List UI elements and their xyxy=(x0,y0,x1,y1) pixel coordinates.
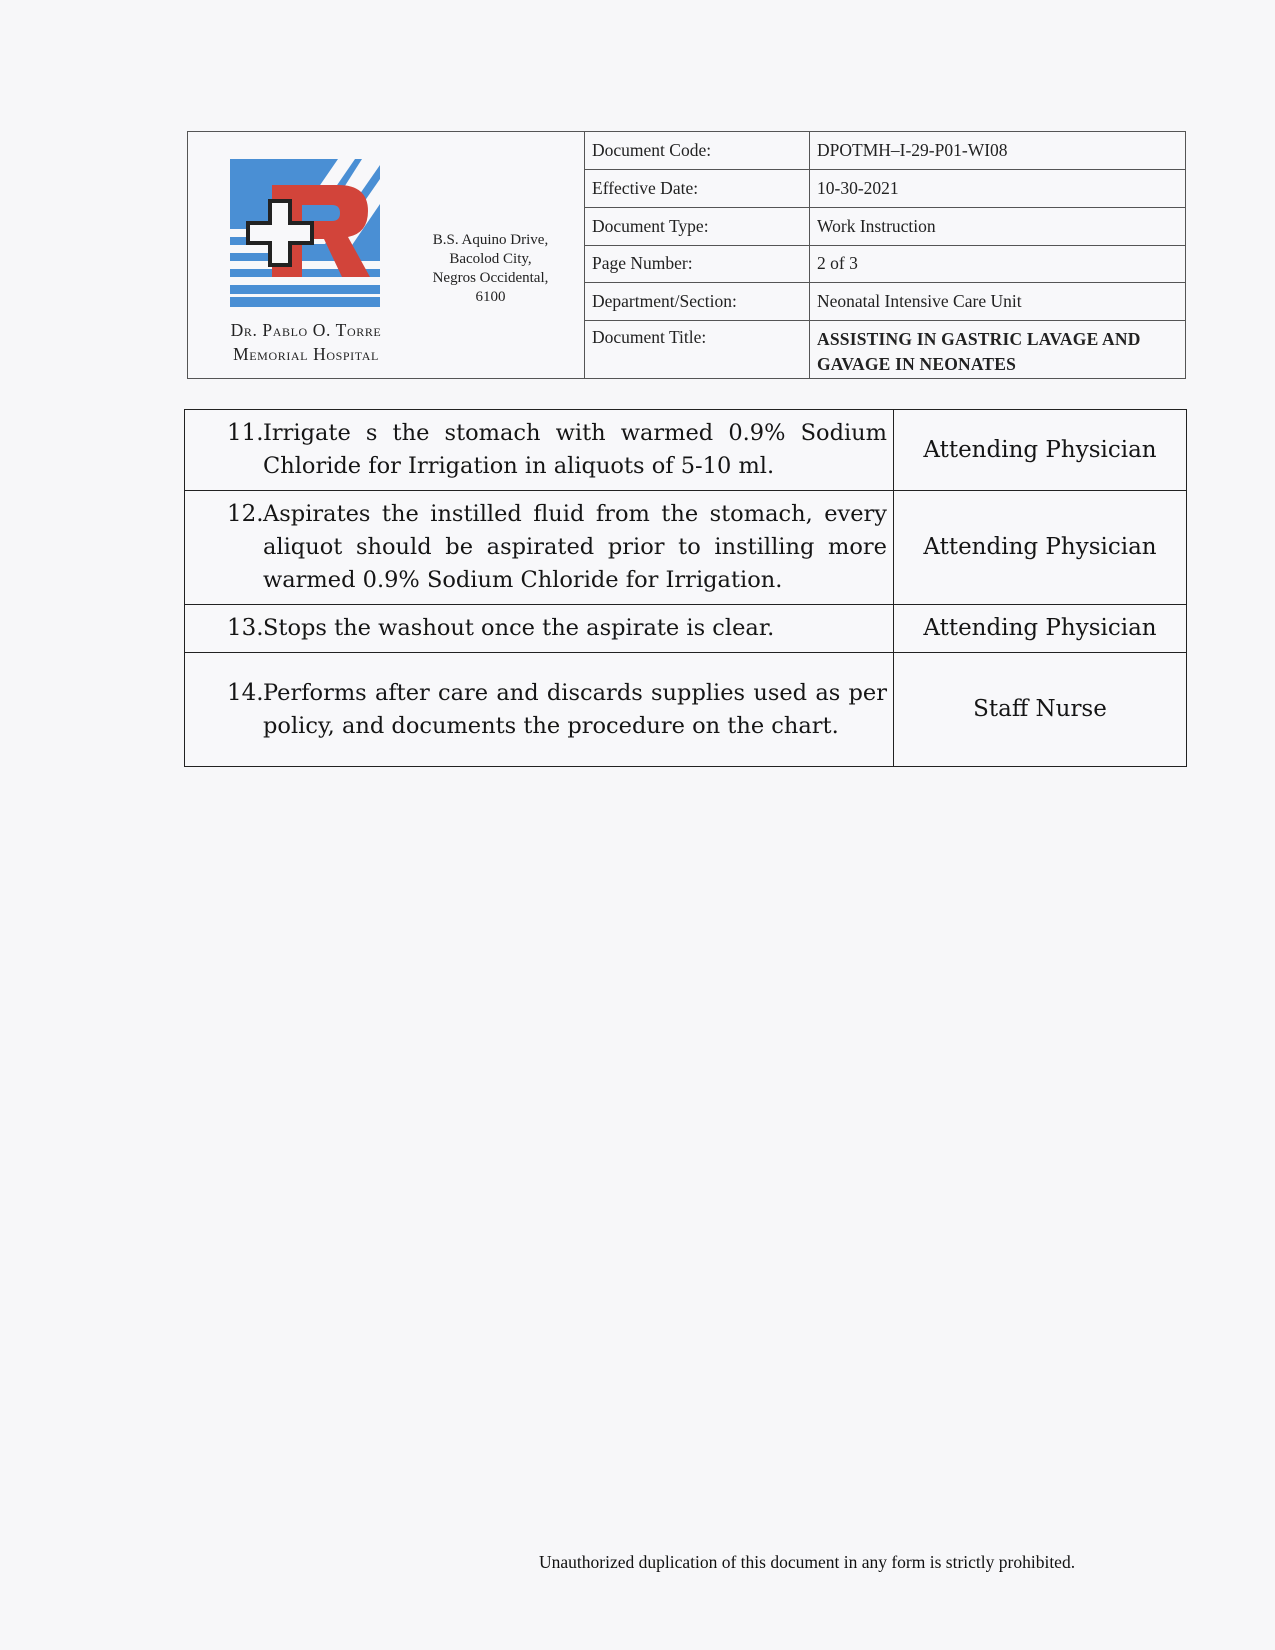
hospital-logo-cell xyxy=(188,132,585,378)
hospital-name-line2: Memorial Hospital xyxy=(233,344,379,364)
meta-label: Document Title: xyxy=(585,320,810,378)
meta-label: Effective Date: xyxy=(585,170,810,208)
step-number: 13. xyxy=(227,615,264,641)
document-title-value: ASSISTING IN GASTRIC LAVAGE AND GAVAGE IN NEONATES xyxy=(817,328,1141,374)
hospital-name xyxy=(206,318,406,366)
step-description xyxy=(185,491,894,605)
step-number: 11. xyxy=(227,420,264,446)
meta-row-department xyxy=(585,283,1185,321)
meta-row-document-code xyxy=(585,132,1185,170)
step-description xyxy=(185,653,894,767)
table-row xyxy=(185,653,1187,767)
meta-label: Document Type: xyxy=(585,207,810,245)
department-value: Neonatal Intensive Care Unit xyxy=(810,283,1186,321)
meta-label: Document Code: xyxy=(585,132,810,170)
step-text: Stops the washout once the aspirate is clear. xyxy=(263,615,775,641)
hospital-logo-icon xyxy=(230,159,390,309)
step-text: Aspirates the instilled fluid from the stomach, every aliquot should be aspirated prior to instilling more warmed 0.9% Sodium Chloride for Irrigation. xyxy=(263,501,887,593)
address-line: Bacolod City, xyxy=(449,251,532,267)
meta-label: Page Number: xyxy=(585,245,810,283)
document-header xyxy=(187,131,1186,379)
page-number-value: 2 of 3 xyxy=(810,245,1186,283)
meta-row-document-type xyxy=(585,207,1185,245)
duplication-notice: Unauthorized duplication of this document in any form is strictly prohibited. xyxy=(539,1552,1076,1572)
table-row xyxy=(185,410,1187,491)
address-line: Negros Occidental, xyxy=(432,270,549,286)
step-description xyxy=(185,605,894,653)
address-line: B.S. Aquino Drive, xyxy=(432,232,549,248)
table-row xyxy=(185,491,1187,605)
address-line: 6100 xyxy=(475,289,506,305)
procedure-steps-table xyxy=(184,409,1187,767)
step-responsible: Staff Nurse xyxy=(894,653,1187,767)
table-row xyxy=(185,605,1187,653)
hospital-name-line1: Dr. Pablo O. Torre xyxy=(230,320,382,340)
step-responsible: Attending Physician xyxy=(894,605,1187,653)
meta-label: Department/Section: xyxy=(585,283,810,321)
meta-row-document-title xyxy=(585,320,1185,378)
document-meta-table xyxy=(585,132,1185,378)
meta-row-page-number xyxy=(585,245,1185,283)
document-type-value: Work Instruction xyxy=(810,207,1186,245)
step-responsible: Attending Physician xyxy=(894,491,1187,605)
step-responsible: Attending Physician xyxy=(894,410,1187,491)
step-number: 14. xyxy=(227,679,264,706)
meta-row-effective-date xyxy=(585,170,1185,208)
step-text: Irrigate s the stomach with warmed 0.9% Sodium Chloride for Irrigation in aliquots of 5-10 ml. xyxy=(263,420,887,479)
step-description xyxy=(185,410,894,491)
document-code-value: DPOTMH–I-29-P01-WI08 xyxy=(810,132,1186,170)
step-number: 12. xyxy=(227,501,264,527)
effective-date-value: 10-30-2021 xyxy=(810,170,1186,208)
hospital-address xyxy=(408,231,573,307)
step-text: Performs after care and discards supplies used as per policy, and documents the procedure on the chart. xyxy=(263,679,887,739)
